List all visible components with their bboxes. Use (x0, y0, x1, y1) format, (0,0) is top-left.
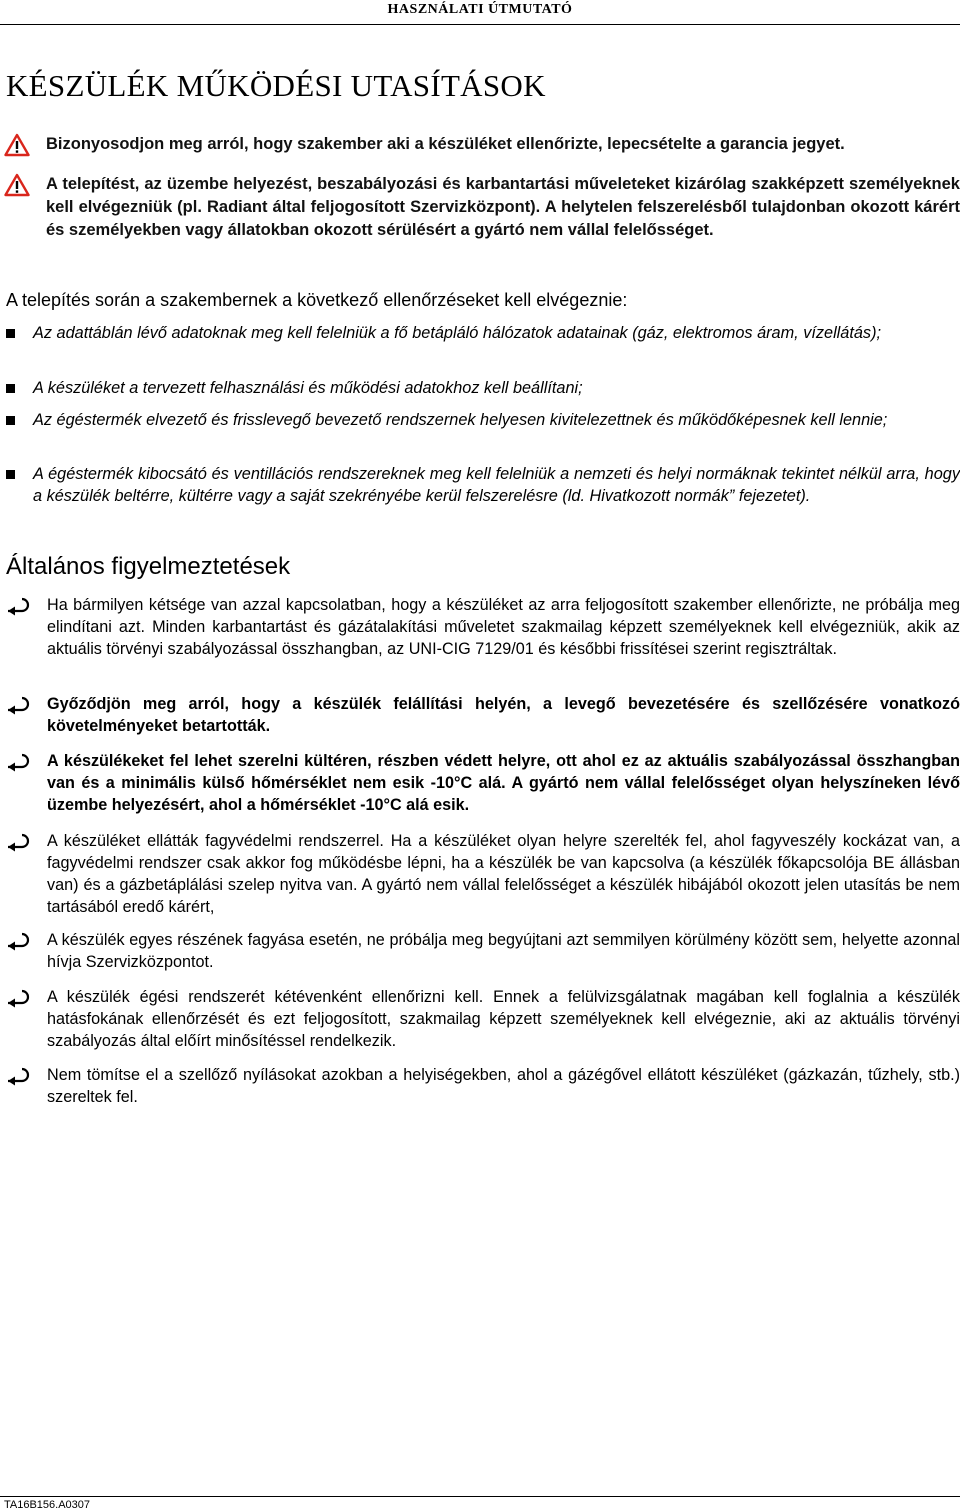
warning-text: Bizonyosodjon meg arról, hogy szakember aki a készüléket ellenőrizte, lepecsételte a garancia jegyet. (46, 135, 845, 153)
square-bullet-icon (6, 416, 15, 425)
footer-divider (0, 1496, 960, 1497)
return-arrow-icon (6, 594, 32, 616)
note-item (0, 1064, 960, 1108)
note-text: A készüléket ellátták fagyvédelmi rendszerrel. Ha a készüléket olyan helyre szerelték fel, ahol fagyveszély kockázat van, a fagyvédelmi rendszer csak akkor fog működésbe lépni, ha a készülék be van kapcsolva (a készülék főkapcsolója BE állásban van) és a gázbetáplálási szelep nyitva van. A gyártó nem vállal felelősséget a készülék hibájából okozott jelen utasítás be nem tartásából eredő kárért, (47, 832, 960, 916)
check-text: Az égéstermék elvezető és frisslevegő bevezető rendszernek helyesen kivitelezettnek és működőképesnek kell lennie; (33, 411, 888, 429)
note-text: Nem tömítse el a szellőző nyílásokat azokban a helyiségekben, ahol a gázégővel ellátott készüléket (gázkazán, tűzhely, stb.) szereltek fel. (47, 1066, 960, 1106)
note-item (0, 929, 960, 973)
return-arrow-icon (6, 1064, 32, 1086)
document-code: TA16B156.A0307 (4, 1499, 91, 1511)
square-bullet-icon (6, 384, 15, 393)
note-text: A készülékeket fel lehet szerelni kültéren, részben védett helyre, ott ahol ez az aktuális szabályozással összhangban van és a minimális külső hőmérséklet nem esik -10°C alá. A gyártó nem vállal felelősséget olyan helyszíneken lévő üzembe helyezésért, ahol a hőmérséklet -10°C alá esik. (47, 752, 960, 814)
note-text: A készülék égési rendszerét kétévenként ellenőrizni kell. Ennek a felülvizsgálatnak magában kell foglalnia a készülék hatásfokának ellenőrzését és ezt feljogosított, szakmailag képzett személyeknek kell elvégeznie, aki az aktuális törvényi szabályozás által előírt minősítéssel rendelkezik. (47, 988, 960, 1050)
note-item (0, 750, 960, 816)
checks-intro: A telepítés során a szakembernek a következő ellenőrzéseket kell elvégeznie: (6, 290, 628, 310)
check-text: A készüléket a tervezett felhasználási és működési adatokhoz kell beállítani; (33, 379, 583, 397)
page-title: KÉSZÜLÉK MŰKÖDÉSI UTASÍTÁSOK (6, 68, 546, 103)
note-item (0, 986, 960, 1052)
section-title: Általános figyelmeztetések (6, 553, 291, 580)
note-text: A készülék egyes részének fagyása esetén, ne próbálja meg begyújtani azt semmilyen körülmény között sem, helyette azonnal hívja Szervizközpontot. (47, 931, 960, 971)
warning-triangle-icon (4, 133, 30, 157)
note-item (0, 830, 960, 918)
square-bullet-icon (6, 329, 15, 338)
return-arrow-icon (6, 750, 32, 772)
warning-text: A telepítést, az üzembe helyezést, beszabályozási és karbantartási műveleteket kizárólag szakképzett személyeknek kell elvégezniük (pl. Radiant által feljogosított Szervizközpont). A helytelen felszerelésből tulajdonban okozott kárért és személyekben vagy állatokban okozott sérülésért a gyártó nem vállal felelősséget. (46, 175, 960, 239)
note-text: Győződjön meg arról, hogy a készülék felállítási helyén, a levegő bevezetésére és szellőzésére vonatkozó követelményeket betartották. (47, 695, 960, 735)
return-arrow-icon (6, 830, 32, 852)
warning-triangle-icon (4, 173, 30, 197)
check-item (0, 463, 960, 507)
return-arrow-icon (6, 693, 32, 715)
check-item (0, 322, 960, 344)
check-text: A égéstermék kibocsátó és ventillációs rendszereknek meg kell felelniük a nemzeti és helyi normáknak tekintet nélkül arra, hogy a készülék beltérre, kültérre vagy a saját szekrényébe kerül felszerelésre (ld. Hivatkozott normák” fejezetet). (33, 465, 960, 505)
warning-item (0, 133, 960, 156)
return-arrow-icon (6, 929, 32, 951)
note-item (0, 594, 960, 660)
check-text: Az adattáblán lévő adatoknak meg kell felelniük a fő betápláló hálózatok adatainak (gáz, elektromos áram, vízellátás); (33, 324, 882, 342)
check-item (0, 409, 960, 431)
header-divider (0, 24, 960, 25)
page-header-title: HASZNÁLATI ÚTMUTATÓ (387, 2, 573, 17)
return-arrow-icon (6, 986, 32, 1008)
square-bullet-icon (6, 470, 15, 479)
check-item (0, 377, 960, 399)
warning-item (0, 173, 960, 242)
note-item (0, 693, 960, 737)
note-text: Ha bármilyen kétsége van azzal kapcsolatban, hogy a készüléket az arra feljogosított szakember ellenőrizte, ne próbálja meg elindítani azt. Minden karbantartást és gázátalakítási műveletet szakmailag képzett személyeknek kell elvégezniük, akik az aktuális törvényi szabályozással összhangban, az UNI-CIG 7129/01 és későbbi frissítései szerint regisztráltak. (47, 596, 960, 658)
